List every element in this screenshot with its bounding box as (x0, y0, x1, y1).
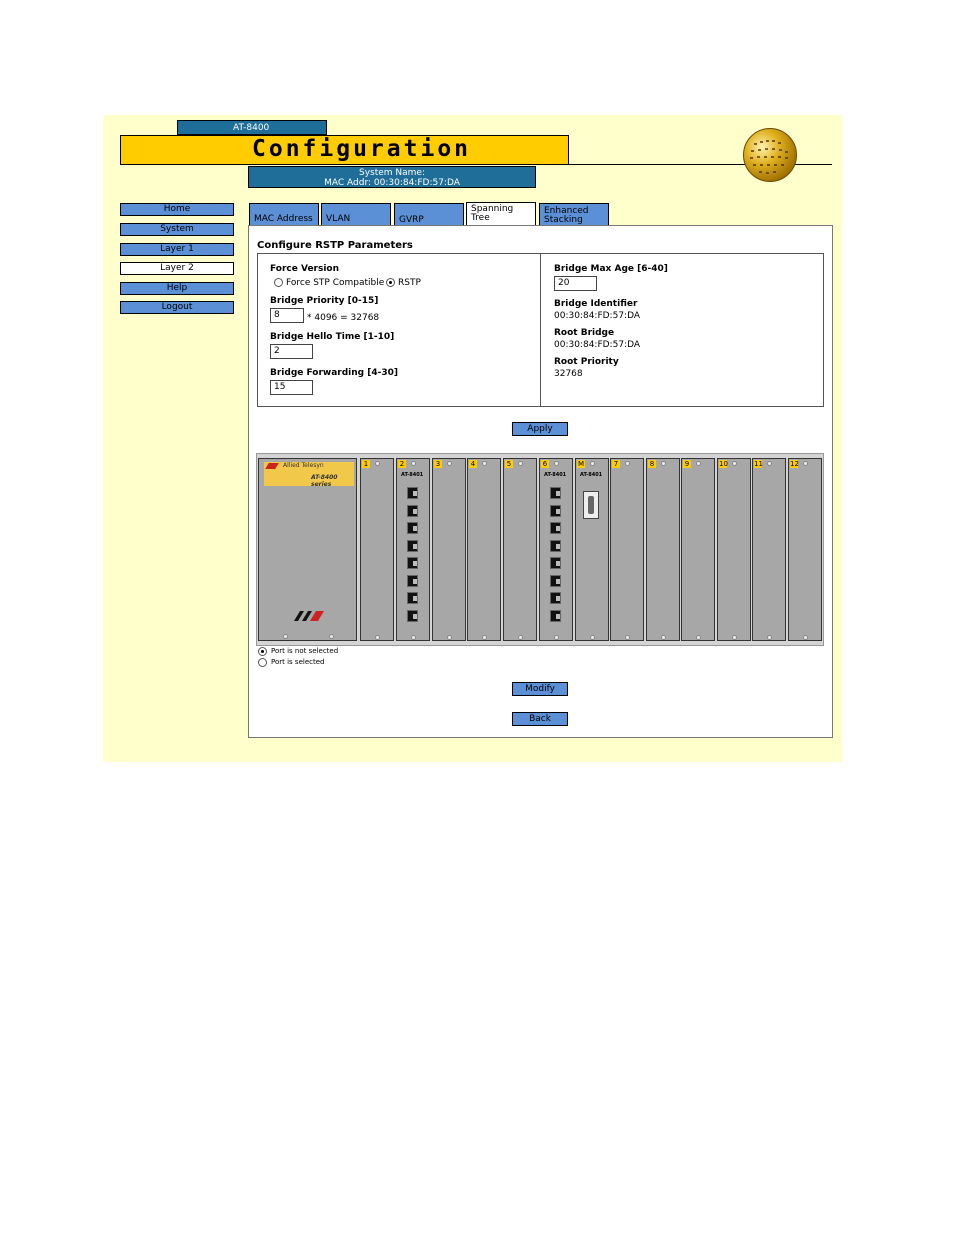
ethernet-port-icon[interactable] (550, 522, 561, 534)
root-bridge-value: 00:30:84:FD:57:DA (554, 340, 641, 350)
ethernet-port-icon[interactable] (550, 592, 561, 604)
nav-system-button[interactable]: System (120, 223, 234, 236)
chassis-slot[interactable] (752, 458, 786, 641)
parameters-divider (540, 253, 541, 407)
legend-not-selected-icon (258, 647, 267, 656)
bridge-identifier-value: 00:30:84:FD:57:DA (554, 311, 641, 321)
screw-icon (803, 635, 808, 640)
screw-icon (554, 635, 559, 640)
screw-icon (482, 461, 487, 466)
bridge-priority-input[interactable]: 8 (270, 308, 304, 323)
max-age-label: Bridge Max Age [6-40] (554, 264, 668, 274)
module-label: AT-8401 (544, 472, 567, 478)
force-stp-label: Force STP Compatible (286, 278, 385, 288)
module-label: AT-8401 (401, 472, 424, 478)
screw-icon (554, 461, 559, 466)
screw-icon (696, 635, 701, 640)
chassis-slot[interactable] (610, 458, 644, 641)
root-bridge-label: Root Bridge (554, 328, 615, 338)
rstp-label: RSTP (398, 278, 421, 288)
chassis-slot[interactable] (717, 458, 751, 641)
forwarding-input[interactable]: 15 (270, 380, 313, 395)
ethernet-port-icon[interactable] (407, 487, 418, 499)
tab-spanning-tree-line1: Spanning (471, 204, 514, 214)
globe-logo-icon (743, 128, 797, 182)
apply-button[interactable]: Apply (512, 422, 568, 436)
screw-icon (767, 635, 772, 640)
ethernet-port-icon[interactable] (550, 610, 561, 622)
slot-number: 3 (435, 460, 441, 468)
tab-spanning-tree-line2: Tree (471, 213, 490, 223)
nav-layer1-button[interactable]: Layer 1 (120, 243, 234, 256)
header-divider (120, 164, 832, 165)
force-stp-radio[interactable] (274, 278, 283, 287)
screw-icon (518, 635, 523, 640)
screw-icon (411, 635, 416, 640)
ethernet-port-icon[interactable] (407, 575, 418, 587)
ethernet-port-icon[interactable] (550, 487, 561, 499)
root-priority-value: 32768 (554, 369, 583, 379)
ethernet-port-icon[interactable] (407, 557, 418, 569)
screw-icon (375, 461, 380, 466)
tab-enhanced-stacking[interactable] (539, 203, 609, 225)
chassis-slot[interactable] (788, 458, 822, 641)
screw-icon (375, 635, 380, 640)
tab-spanning-tree[interactable] (466, 202, 536, 226)
screw-icon (590, 635, 595, 640)
slot-number: 7 (613, 460, 619, 468)
slot-number: 12 (790, 460, 799, 468)
mac-address: MAC Addr: 00:30:84:FD:57:DA (324, 178, 460, 188)
module-label: AT-8401 (580, 472, 603, 478)
max-age-input[interactable]: 20 (554, 276, 597, 291)
ethernet-port-icon[interactable] (407, 522, 418, 534)
slot-number: 8 (649, 460, 655, 468)
ethernet-port-icon[interactable] (550, 540, 561, 552)
screw-icon (696, 461, 701, 466)
modify-button[interactable]: Modify (512, 682, 568, 696)
bridge-identifier-label: Bridge Identifier (554, 299, 638, 309)
serial-connector (588, 496, 594, 514)
screw-icon (661, 461, 666, 466)
chassis-slot[interactable] (360, 458, 394, 641)
legend-selected-label: Port is selected (271, 658, 325, 666)
chassis-slot[interactable] (646, 458, 680, 641)
screw-icon (283, 634, 288, 639)
slot-number: M (577, 460, 585, 468)
chassis-slot[interactable] (539, 458, 573, 641)
at-logo-icon (294, 606, 324, 616)
ethernet-port-icon[interactable] (550, 575, 561, 587)
bridge-priority-calc: * 4096 = 32768 (307, 313, 380, 323)
screw-icon (329, 634, 334, 639)
screw-icon (625, 635, 630, 640)
series-name: AT-8400 series (311, 474, 338, 488)
chassis-slot[interactable] (681, 458, 715, 641)
ethernet-port-icon[interactable] (407, 592, 418, 604)
force-version-label: Force Version (270, 264, 340, 274)
tab-mac-address[interactable]: MAC Address (249, 203, 319, 225)
slot-number: 1 (363, 460, 369, 468)
legend-not-selected-label: Port is not selected (271, 647, 339, 655)
screw-icon (661, 635, 666, 640)
slot-number: 9 (684, 460, 690, 468)
slot-number: 4 (470, 460, 476, 468)
screw-icon (732, 461, 737, 466)
tab-enhanced-stacking-line2: Stacking (544, 215, 583, 225)
slot-number: 11 (754, 460, 763, 468)
screw-icon (803, 461, 808, 466)
chassis-slot[interactable] (396, 458, 430, 641)
tab-gvrp[interactable]: GVRP (394, 203, 464, 225)
model-tab: AT-8400 (177, 120, 327, 135)
hello-time-label: Bridge Hello Time [1-10] (270, 332, 395, 342)
ethernet-port-icon[interactable] (407, 540, 418, 552)
hello-time-input[interactable]: 2 (270, 344, 313, 359)
slot-number: 5 (506, 460, 512, 468)
screw-icon (518, 461, 523, 466)
slot-number: 6 (542, 460, 548, 468)
chassis-slot[interactable] (575, 458, 609, 641)
tab-enhanced-stacking-line1: Enhanced (544, 206, 589, 216)
bridge-priority-label: Bridge Priority [0-15] (270, 296, 379, 306)
chassis-slot[interactable] (503, 458, 537, 641)
back-button[interactable]: Back (512, 712, 568, 726)
page-title: Configuration (252, 136, 472, 162)
screw-icon (411, 461, 416, 466)
chassis-slot[interactable] (467, 458, 501, 641)
form-heading: Configure RSTP Parameters (257, 240, 413, 251)
ethernet-port-icon[interactable] (407, 505, 418, 517)
system-name: System Name: (358, 168, 425, 178)
brand-name: Allied Telesyn (283, 462, 324, 469)
screw-icon (482, 635, 487, 640)
ethernet-port-icon[interactable] (407, 610, 418, 622)
legend-selected-icon (258, 658, 267, 667)
screw-icon (590, 461, 595, 466)
slot-number: 10 (719, 460, 728, 468)
system-info-box (248, 166, 536, 188)
slot-number: 2 (399, 460, 405, 468)
tab-vlan[interactable]: VLAN (321, 203, 391, 225)
nav-home-button[interactable]: Home (120, 203, 234, 216)
ethernet-port-icon[interactable] (550, 557, 561, 569)
screw-icon (447, 635, 452, 640)
nav-logout-button[interactable]: Logout (120, 301, 234, 314)
screw-icon (447, 461, 452, 466)
screw-icon (767, 461, 772, 466)
root-priority-label: Root Priority (554, 357, 619, 367)
serial-port-icon[interactable] (583, 491, 599, 519)
chassis-front-panel (258, 458, 357, 641)
forwarding-label: Bridge Forwarding [4-30] (270, 368, 398, 378)
screw-icon (732, 635, 737, 640)
ethernet-port-icon[interactable] (550, 505, 561, 517)
nav-layer2-button[interactable]: Layer 2 (120, 262, 234, 275)
chassis-slot[interactable] (432, 458, 466, 641)
nav-help-button[interactable]: Help (120, 282, 234, 295)
screw-icon (625, 461, 630, 466)
rstp-radio[interactable] (386, 278, 395, 287)
